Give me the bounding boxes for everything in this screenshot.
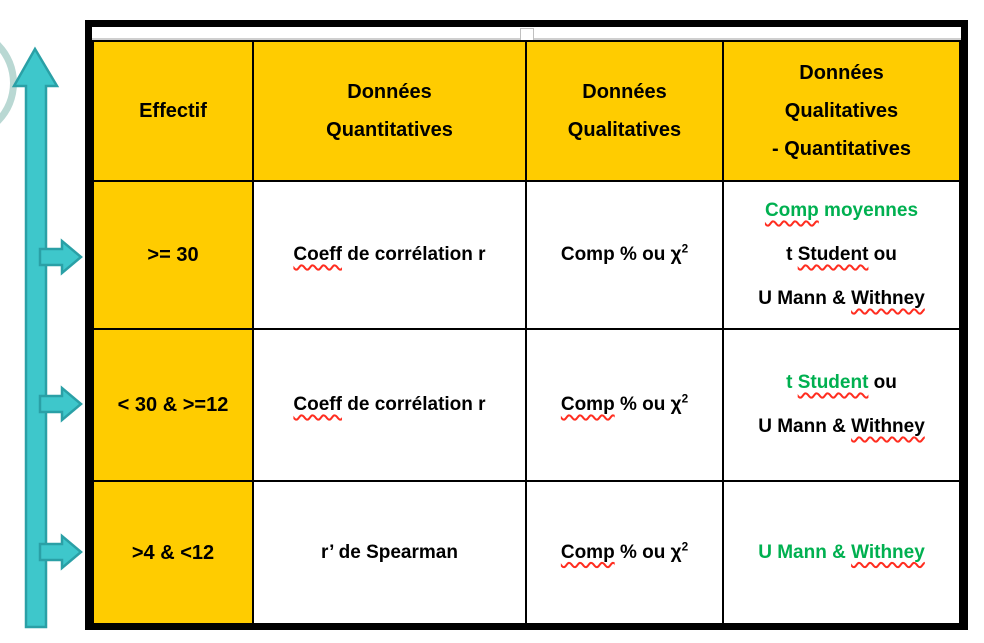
table-top-strip (92, 27, 961, 40)
table-row (93, 329, 960, 481)
table-cell: Comp % ou $\chi^2$ (526, 181, 723, 329)
table-cell: Comp % ou $\chi^2$ (526, 329, 723, 481)
table-cell: t Student ou U Mann & Withney (723, 329, 960, 481)
effectif-cell: >4 & <12 (93, 481, 253, 624)
table-row (93, 181, 960, 329)
table-cell: Comp moyennes t Student ou U Mann & Withney (723, 181, 960, 329)
table-cell: Comp % ou $\chi^2$ (526, 481, 723, 624)
flow-arrows (0, 0, 90, 643)
up-arrow-icon (14, 49, 57, 627)
table-cell: r’ de Spearman (253, 481, 526, 624)
stats-table-frame (85, 20, 968, 630)
column-header: Données Qualitatives (526, 41, 723, 181)
table-cell: U Mann & Withney (723, 481, 960, 624)
resize-handle[interactable] (520, 28, 534, 40)
table-cell: Coeff de corrélation r (253, 181, 526, 329)
column-header: Données Quantitatives (253, 41, 526, 181)
effectif-cell: < 30 & >=12 (93, 329, 253, 481)
table-cell: Coeff de corrélation r (253, 329, 526, 481)
effectif-cell: >= 30 (93, 181, 253, 329)
stats-table (92, 40, 961, 625)
column-header: Effectif (93, 41, 253, 181)
header-row (93, 41, 960, 181)
column-header: Données Qualitatives - Quantitatives (723, 41, 960, 181)
table-row (93, 481, 960, 624)
